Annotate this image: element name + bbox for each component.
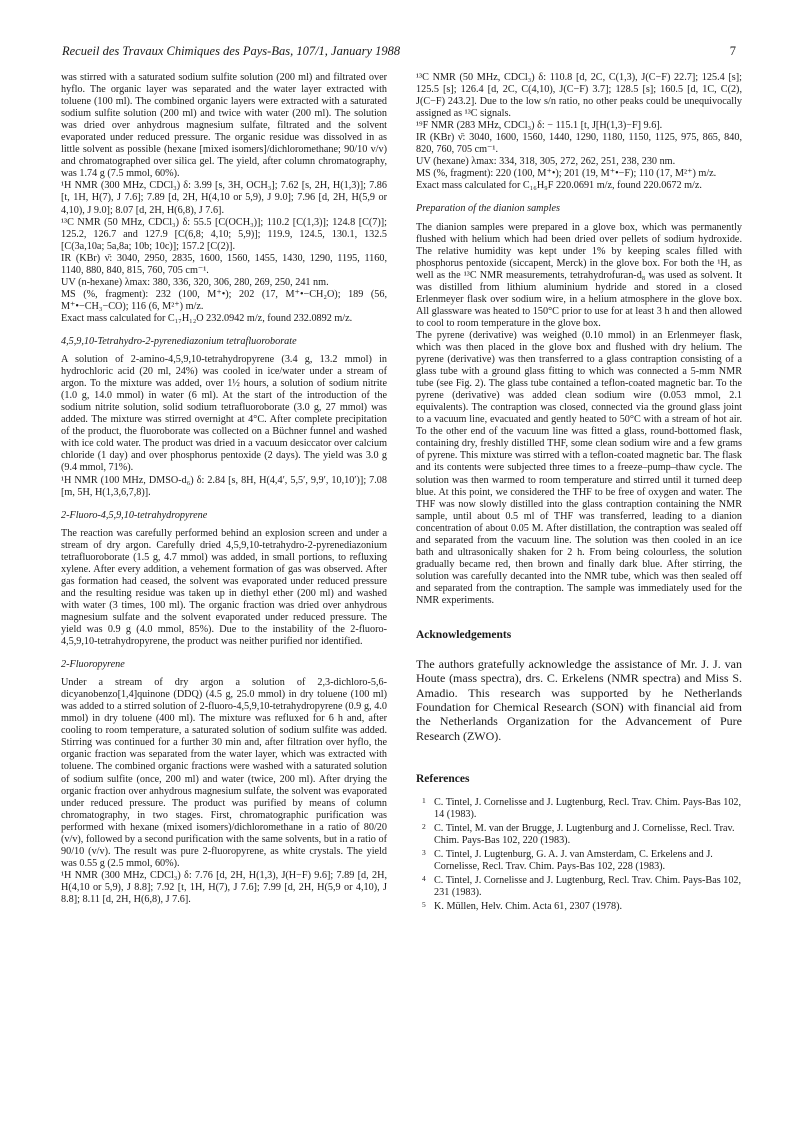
references-list (416, 797, 742, 913)
paragraph: The pyrene (derivative) was weighed (0.10 mmol) in an Erlenmeyer flask, which was then placed in the glove box and flushed with dry helium. The pyrene (derivative) was then transferred to a glass contraption consisting of a glass tube with a ground glass fitting to which was connected a 5-mm NMR tube (see Fig. 2). The glass tube contained a teflon-coated magnetic bar. To the pyrene (derivative) was added clean sodium wire (0.053 mmol, 2.1 equivalents). The contraption was closed, connected via the ground glass joint to a vacuum line, evacuated and gently heated to 50°C with a stream of hot air. To the other end of the vacuum line was fitted a glass, round-bottomed flask, containing dry, freshly distilled THF, some clean sodium wire and a few grams of pyrene. This mixture was stirred with a teflon-coated magnetic bar. The flask and its contents were subjected three times to a freeze–pump–thaw cycle. The solution was then warmed to room temperature and stirred until it turned deep blue. At this point, we considered the THF to be free of oxygen and water. The THF was now slowly distilled into the glass contraption containing the NMR sample, until about 0.5 ml of THF was transferred, leading to a dianion concentration of about 0.05 M. After distillation, the contraption was sealed off and separated from the vacuum line. The solution was then cooled in an ice bath and ultrasonically shaken for 2 h. From being colourless, the solution gradually became red, then brown and finally dark blue. After stirring, the solution was carefully decanted into the NMR tube, which was then sealed off and separated from the contraption. The sample was immediately used for the NMR experiments. (416, 329, 742, 606)
reference-number: 3 (422, 848, 426, 858)
acknowledgements-section (416, 629, 742, 743)
paragraph: Under a stream of dry argon a solution of 2,3-dichloro-5,6-dicyanobenzo[1,4]quinone (DDQ) (4.5 g, 25.0 mmol) in dry toluene (100 ml) was added to a stirred solution of 2-fluoro-4,5,9,10-tetrahydropyrene (0.9 g, 4.0 mmol) in dry toluene (400 ml). The mixture was refluxed for 6 h and, after cooling to room temperature, a saturated solution of sodium sulfite was added. Stirring was continued for a further 30 min and, after filtration over hyflo, the organic fraction was separated from the water layer, which was extracted with toluene. The combined organic fractions were washed with a saturated solution of sodium sulfite (once, 200 ml) and water (twice, 200 ml). After drying the organic fraction over anhydrous magnesium sulfate, the solvent was evaporated under reduced pressure. The product was purified by means of column chromatography, in two stages. First, chromatographic purification was performed with hexane (mixed isomers)/dichloromethane in a ratio of 80/20 (v/v), followed by a second purification with the same solvents, but in a ratio of 90/10 (v/v). The result was pure 2-fluoropyrene, as white crystals. The yield was 0.55 g (2.5 mmol, 60%). (61, 677, 387, 869)
paragraph: ¹H NMR (300 MHz, CDCl₃) δ: 3.99 [s, 3H, OCH₃]; 7.62 [s, 2H, H(1,3)]; 7.86 [t, 1H, H(7), J 7.6]; 7.89 [d, 2H, H(4,10 or 5,9), J 9.0]; 7.96 [d, 2H, H(5,9 or 4,10), J 9.0]; 8.07 [d, 2H, H(6,8), J 7.6]. (61, 180, 387, 216)
paragraph: A solution of 2-amino-4,5,9,10-tetrahydropyrene (3.4 g, 13.2 mmol) in hydrochloric acid (20 ml, 24%) was cooled in ice/water under a stream of argon. To the mixture was added, over 1½ hours, a solution of sodium nitrite (1.0 g, 14.0 mmol) in water (6 ml). At the start of the introduction of the sodium nitrite solution, solid sodium tetrafluoroborate (3.0 g, 27 mmol) was added. The mixture was stirred overnight at 4°C. After complete precipitation of the product, the fluoroborate was collected on a Büchner funnel and washed with ice cold water. The product was dried in a vacuum desiccator over calcium chloride (1 day) and over phosphorus pentoxide (2 days). The yield was 3.0 g (9.4 mmol, 71%). (61, 354, 387, 474)
reference-number: 1 (422, 795, 426, 805)
paragraph: UV (hexane) λmax: 334, 318, 305, 272, 262, 251, 238, 230 nm. (416, 156, 676, 168)
reference-number: 2 (422, 821, 426, 831)
right-column (416, 72, 742, 915)
paragraph: The reaction was carefully performed behind an explosion screen and under a stream of dry argon. Carefully dried 4,5,9,10-tetrahydro-2-pyrenediazonium tetrafluoroborate (1.5 g, 4.7 mmol) was added, in small portions, to refluxing xylene. After every addition, a vehement formation of gas was observed. After gas formation had ceased, the solvent was evaporated under reduced pressure and the resulting residue was taken up in diethyl ether (200 ml) and washed with water (3 times, 100 ml). The organic fraction was dried over anhydrous magnesium sulfate and the solvent evaporated under reduced pressure. The yield was 0.9 g (4.0 mmol, 85%). Due to the instability of the 2-fluoro-4,5,9,10-tetrahydropyrene, the product was neither purified nor identified. (61, 527, 387, 648)
paragraph: IR (KBr) ν̄: 3040, 2950, 2835, 1600, 1560, 1455, 1430, 1290, 1195, 1160, 1140, 880, 840, 815, 760, 705 cm⁻¹. (61, 252, 387, 276)
paragraph: Exact mass calculated for C₁₆H₉F 220.0691 m/z, found 220.0672 m/z. (416, 180, 702, 192)
reference-text: C. Tintel, M. van der Brugge, J. Lugtenburg and J. Cornelisse, Recl. Trav. Chim. Pays-Bas 102, 220 (1983). (434, 822, 735, 847)
reference-text: C. Tintel, J. Cornelisse and J. Lugtenburg, Recl. Trav. Chim. Pays-Bas 102, 14 (1983). (434, 796, 742, 820)
section (416, 72, 742, 192)
paragraph: IR (KBr) ν̄: 3040, 1600, 1560, 1440, 1290, 1180, 1150, 1125, 975, 865, 840, 820, 760, 705 cm⁻¹. (416, 132, 742, 156)
paragraph: UV (n-hexane) λmax: 380, 336, 320, 306, 280, 269, 250, 241 nm. (61, 276, 329, 288)
paragraph: ¹³C NMR (50 MHz, CDCl₃) δ: 110.8 [d, 2C, C(1,3), J(C−F) 22.7]; 125.4 [s]; 125.5 [s]; 126.4 [d, 2C, C(4,10), J(C−F) 3.7]; 128.5 [s]; 160.5 [d, 1C, C(2), J(C−F) 243.2]. Due to the low s/n ratio, no other peaks could be unequivocally assigned as ¹³C signals. (416, 72, 742, 120)
page-header (62, 44, 736, 62)
reference-text: C. Tintel, J. Lugtenburg, G. A. J. van Amsterdam, C. Erkelens and J. Cornelisse, Recl. Trav. Chim. Pays-Bas 102, 228 (1983). (434, 849, 713, 873)
right-column-sections (416, 72, 742, 607)
reference-item (416, 797, 742, 821)
paragraph: MS (%, fragment): 232 (100, M⁺•); 202 (17, M⁺•−CH₂O); 189 (56, M⁺•−CH₃−CO); 116 (6, M²⁺) m/z. (61, 288, 387, 312)
reference-number: 4 (422, 874, 426, 884)
reference-item (416, 823, 742, 847)
section-heading: 2-Fluoropyrene (61, 659, 125, 671)
reference-item (416, 849, 742, 873)
references-heading: References (416, 772, 470, 785)
section-heading: 4,5,9,10-Tetrahydro-2-pyrenediazonium tetrafluoroborate (61, 335, 297, 347)
references-section (416, 773, 742, 913)
reference-text: K. Müllen, Helv. Chim. Acta 61, 2307 (1978). (434, 901, 623, 913)
acknowledgements-heading: Acknowledgements (416, 629, 512, 642)
section (61, 336, 387, 499)
left-column (61, 72, 387, 917)
paragraph: was stirred with a saturated sodium sulfite solution (200 ml) and filtrated over hyflo. The organic layer was separated and the water layer extracted with toluene (100 ml). The combined organic layers were extracted with a saturated sodium sulfite solution (200 ml) and twice with water (200 ml). The solution was dried over anhydrous magnesium sulfate, filtrated and the solvent evaporated under reduced pressure. The organic residue was dissolved in as little solvent as possible (hexane [mixed isomers]/dichloromethane; 90/10 v/v) and chromatographed over silica gel. The yield, after column chromatography, was 1.74 g (7.5 mmol, 60%). (61, 72, 387, 180)
reference-item (416, 875, 742, 899)
section-heading: 2-Fluoro-4,5,9,10-tetrahydropyrene (61, 509, 208, 521)
reference-number: 5 (422, 900, 426, 910)
reference-text: C. Tintel, J. Cornelisse and J. Lugtenburg, Recl. Trav. Chim. Pays-Bas 102, 231 (1983). (434, 875, 742, 899)
section (61, 72, 387, 325)
paragraph: MS (%, fragment): 220 (100, M⁺•); 201 (19, M⁺•−F); 110 (17, M²⁺) m/z. (416, 168, 717, 180)
page-number: 7 (729, 44, 736, 58)
paragraph: The dianion samples were prepared in a glove box, which was permanently flushed with helium which had been dried over pellets of sodium hydroxide. The relative humidity was kept under 1% by keeping scales filled with phosphorus pentoxide (siccapent, Merck) in the glove box. For both the ¹H, as well as the ¹³C NMR measurements, tetrahydrofuran-d₈ was used as solvent. It was distilled from lithium aluminium hydride and stored in a closed Erlenmeyer flask over sodium wire, in a helium atmosphere in the glove box. All glassware was heated to 150°C prior to use for at least 3 h and then allowed to cool to room temperature in the glove box. (416, 221, 742, 329)
paragraph: ¹³C NMR (50 MHz, CDCl₃) δ: 55.5 [C(OCH₃)]; 110.2 [C(1,3)]; 124.8 [C(7)]; 125.2, 126.7 and 127.9 [C(6,8; 4,10; 5,9)]; 119.9, 124.5, 130.1, 132.5 [C(3a,10a; 5a,8a; 10b; 10c)]; 157.2 [C(2)]. (61, 216, 387, 252)
section (61, 659, 387, 906)
reference-item (416, 901, 742, 913)
section-heading: Preparation of the dianion samples (416, 203, 560, 215)
paragraph: ¹⁹F NMR (283 MHz, CDCl₃) δ: − 115.1 [t, J[H(1,3)−F] 9.6]. (416, 120, 663, 132)
section (61, 510, 387, 649)
paragraph: Exact mass calculated for C₁₇H₁₂O 232.0942 m/z, found 232.0892 m/z. (61, 312, 353, 324)
section (416, 203, 742, 607)
paragraph: ¹H NMR (300 MHz, CDCl₃) δ: 7.76 [d, 2H, H(1,3), J(H−F) 9.6]; 7.89 [d, 2H, H(4,10 or 5,9), J 8.8]; 7.92 [t, 1H, H(7), J 7.6]; 7.99 [d, 2H, H(5,9 or 4,10), J 8.8]; 8.11 [d, 2H, H(6,8), J 7.6]. (61, 869, 387, 905)
paragraph: ¹H NMR (100 MHz, DMSO-d₆) δ: 2.84 [s, 8H, H(4,4′, 5,5′, 9,9′, 10,10′)]; 7.08 [m, 5H, H(1,3,6,7,8)]. (61, 474, 387, 498)
acknowledgements-text: The authors gratefully acknowledge the assistance of Mr. J. J. van Houte (mass spectra), drs. C. Erkelens (NMR spectra) and Miss S. Amadio. This research was supported by he Netherlands Foundation for Chemical Research (SON) with financial aid from the Netherlands Organization for the Advancement of Pure Research (ZWO). (416, 657, 742, 743)
running-head: Recueil des Travaux Chimiques des Pays-Bas, 107/1, January 1988 (62, 44, 401, 58)
